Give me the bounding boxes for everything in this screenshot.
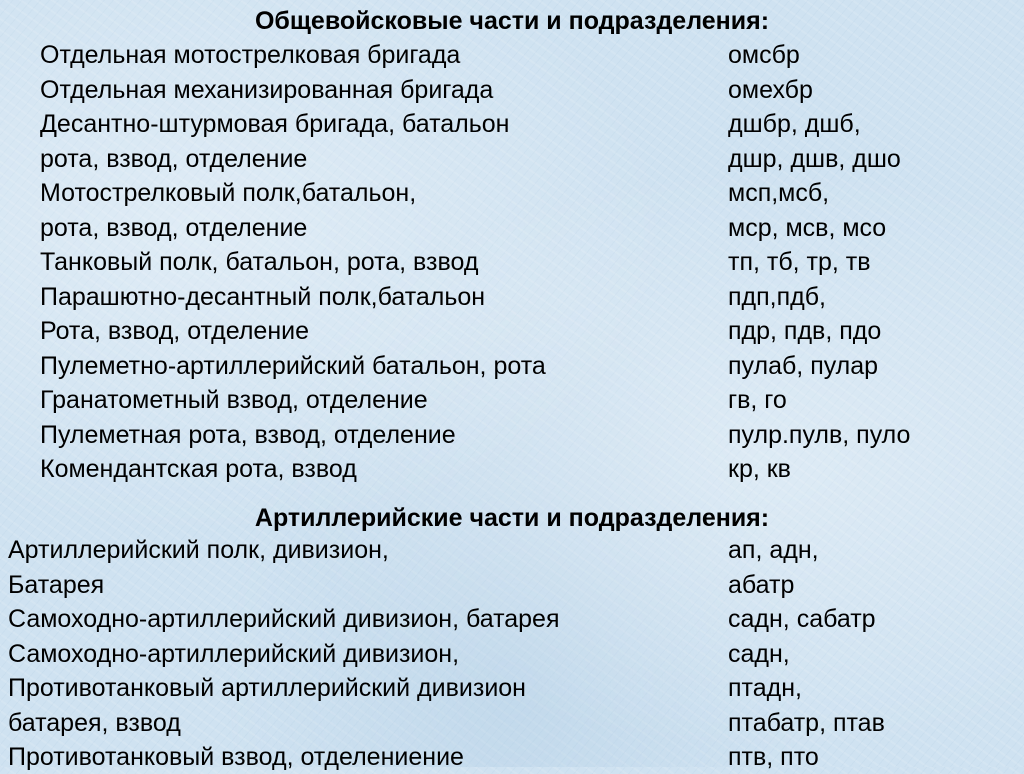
unit-abbreviation: кр, кв — [728, 455, 791, 483]
unit-abbreviation: птабатр, птав — [728, 708, 885, 737]
list-item — [0, 533, 1024, 567]
list-item — [0, 176, 1024, 210]
list-item — [0, 211, 1024, 245]
unit-abbreviation: ап, адн, — [728, 536, 819, 564]
list-item — [0, 349, 1024, 383]
list-item — [0, 314, 1024, 348]
unit-name: Рота, взвод, отделение — [40, 317, 309, 345]
list-item — [0, 706, 1024, 740]
section-title-combined-arms: Общевойсковые части и подразделения: — [254, 7, 770, 35]
list-item — [0, 245, 1024, 279]
unit-abbreviation: пдп,пдб, — [728, 282, 826, 311]
unit-abbreviation: дшр, дшв, дшо — [728, 144, 901, 173]
section-title-artillery: Артиллерийские части и подразделения: — [254, 504, 770, 532]
list-item — [0, 383, 1024, 417]
list-item — [0, 280, 1024, 314]
unit-name: Пулеметная рота, взвод, отделение — [40, 420, 456, 449]
unit-name: Комендантская рота, взвод — [40, 455, 357, 483]
unit-abbreviation: садн, — [728, 639, 790, 668]
unit-name: Десантно-штурмовая бригада, батальон — [40, 110, 510, 138]
unit-name: Пулеметно-артиллерийский батальон, рота — [40, 351, 546, 380]
unit-abbreviation: омехбр — [728, 75, 813, 104]
unit-abbreviation: дшбр, дшб, — [728, 110, 861, 138]
unit-abbreviation: гв, го — [728, 386, 787, 414]
unit-abbreviation: омсбр — [728, 41, 800, 69]
unit-abbreviation: птадн, — [728, 674, 802, 702]
unit-name: Мотострелковый полк,батальон, — [40, 179, 417, 207]
unit-abbreviation: абатр — [728, 570, 795, 599]
list-item — [0, 38, 1024, 72]
list-item — [0, 452, 1024, 486]
unit-abbreviation: пулр.пулв, пуло — [728, 420, 911, 449]
unit-name: Батарея — [8, 570, 105, 599]
unit-name: Отдельная механизированная бригада — [40, 75, 494, 104]
list-item — [0, 142, 1024, 176]
unit-name: Танковый полк, батальон, рота, взвод — [40, 248, 479, 276]
unit-name: Противотанковый взвод, отделениение — [8, 743, 464, 771]
unit-name: Парашютно-десантный полк,батальон — [40, 282, 486, 311]
unit-name: Самоходно-артиллерийский дивизион, батарея — [8, 605, 560, 633]
unit-abbreviation: пулаб, пулар — [728, 351, 879, 380]
unit-name: Артиллерийский полк, дивизион, — [8, 536, 389, 564]
unit-name: Гранатометный взвод, отделение — [40, 386, 428, 414]
list-item — [0, 671, 1024, 705]
list-item — [0, 637, 1024, 671]
unit-name: рота, взвод, отделение — [40, 144, 308, 173]
unit-abbreviation: птв, пто — [728, 743, 819, 771]
unit-name: рота, взвод, отделение — [40, 213, 308, 242]
list-item — [0, 107, 1024, 141]
list-item — [0, 73, 1024, 107]
unit-name: Самоходно-артиллерийский дивизион, — [8, 639, 460, 668]
unit-name: Противотанковый артиллерийский дивизион — [8, 674, 526, 702]
unit-name: Отдельная мотострелковая бригада — [40, 41, 461, 69]
unit-abbreviation: садн, сабатр — [728, 605, 876, 633]
unit-abbreviation: пдр, пдв, пдо — [728, 317, 882, 345]
list-item — [0, 602, 1024, 636]
list-item — [0, 418, 1024, 452]
unit-abbreviation: мсп,мсб, — [728, 179, 830, 207]
list-item — [0, 740, 1024, 774]
unit-abbreviation: тп, тб, тр, тв — [728, 248, 871, 276]
unit-abbreviation: мср, мсв, мсо — [728, 213, 887, 242]
list-item — [0, 568, 1024, 602]
unit-name: батарея, взвод — [8, 708, 181, 737]
